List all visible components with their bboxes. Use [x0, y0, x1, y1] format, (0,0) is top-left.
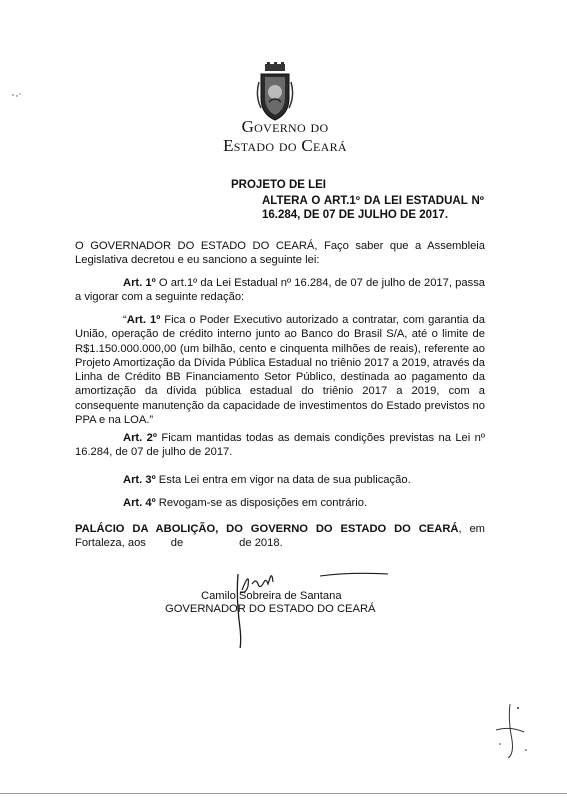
article-2-text: Ficam mantidas todas as demais condições previstas na Lei nº 16.284, de 07 de julho de 2017.	[75, 432, 485, 459]
article-2-label: Art. 2º	[123, 432, 157, 444]
article-1-label: Art. 1º	[123, 277, 156, 289]
letterhead-line1: Governo do	[241, 117, 329, 136]
article-2	[75, 431, 485, 460]
quoted-article-text: Fica o Poder Executivo autorizado a contratar, com garantia da União, operação de crédito interno junto ao Banco do Brasil S/A, até o limite de R$1.150.000.000,00 (um bilhão, cento e cinquenta milhões de reais), referente ao Projeto Amortização da Dívida Pública Estadual no triênio 2017 a 2019, através da Linha de Crédito BB Financiamento Setor Público, destinada ao pagamento da amortização da dívida pública estadual do triênio 2017 a 2019, com a consequente manutenção da capacidade de investimentos do Estado previstos no PPA e na LOA.”	[75, 314, 485, 427]
closing-text: , em Fortaleza, aos de de 2018.	[75, 523, 489, 550]
article-1	[75, 276, 485, 305]
bottom-rule	[0, 793, 567, 794]
article-3-text: Esta Lei entra em vigor na data de sua publicação.	[155, 474, 411, 486]
article-1-text: O art.1º da Lei Estadual nº 16.284, de 07 de julho de 2017, passa a vigorar com a seguinte redação:	[75, 277, 486, 304]
quoted-article: “Art. 1º Fica o Poder Executivo autorizado a contratar, com garantia da União, operação de crédito interno junto ao Banco do Brasil S/A, até o limite de R$1.150.000.000,00 (um bilhão, cento e cinquenta milhões de reais), referente ao Projeto Amortização da Dívida Pública Estadual no triênio 2017 a 2019, através da Linha de Crédito BB Financiamento Setor Público, destinada ao pagamento da amortização da dívida pública estadual do triênio 2017 a 2019, com a consequente manutenção da capacidade de investimentos do Estado previstos no PPA e na LOA.”	[75, 314, 485, 427]
letterhead-line2: Estado do Ceará	[223, 136, 347, 155]
signatory-name: Camilo Sobreira de Santana	[201, 590, 342, 602]
closing-place-date	[75, 522, 489, 551]
article-4	[75, 496, 485, 510]
article-3	[75, 473, 485, 487]
letterhead	[200, 117, 370, 155]
article-4-label: Art. 4º	[123, 497, 156, 509]
document-title: PROJETO DE LEI	[231, 179, 327, 191]
ementa: ALTERA O ART.1º DA LEI ESTADUAL Nº 16.284, DE 07 DE JULHO DE 2017.	[262, 195, 484, 221]
signatory-role: GOVERNADOR DO ESTADO DO CEARÁ	[165, 603, 376, 615]
article-3-label: Art. 3º	[123, 474, 156, 486]
initials-scribble	[488, 700, 533, 760]
state-coat-of-arms-icon	[255, 62, 295, 122]
closing-palace: PALÁCIO DA ABOLIÇÃO, DO GOVERNO DO ESTADO DO CEARÁ	[75, 523, 459, 535]
preamble: O GOVERNADOR DO ESTADO DO CEARÁ, Faço saber que a Assembleia Legislativa decretou e eu sanciono a seguinte lei:	[75, 240, 485, 267]
article-4-text: Revogam-se as disposições em contrário.	[155, 497, 368, 509]
quoted-article-label: Art. 1º	[126, 314, 161, 326]
scan-marks	[12, 92, 22, 98]
